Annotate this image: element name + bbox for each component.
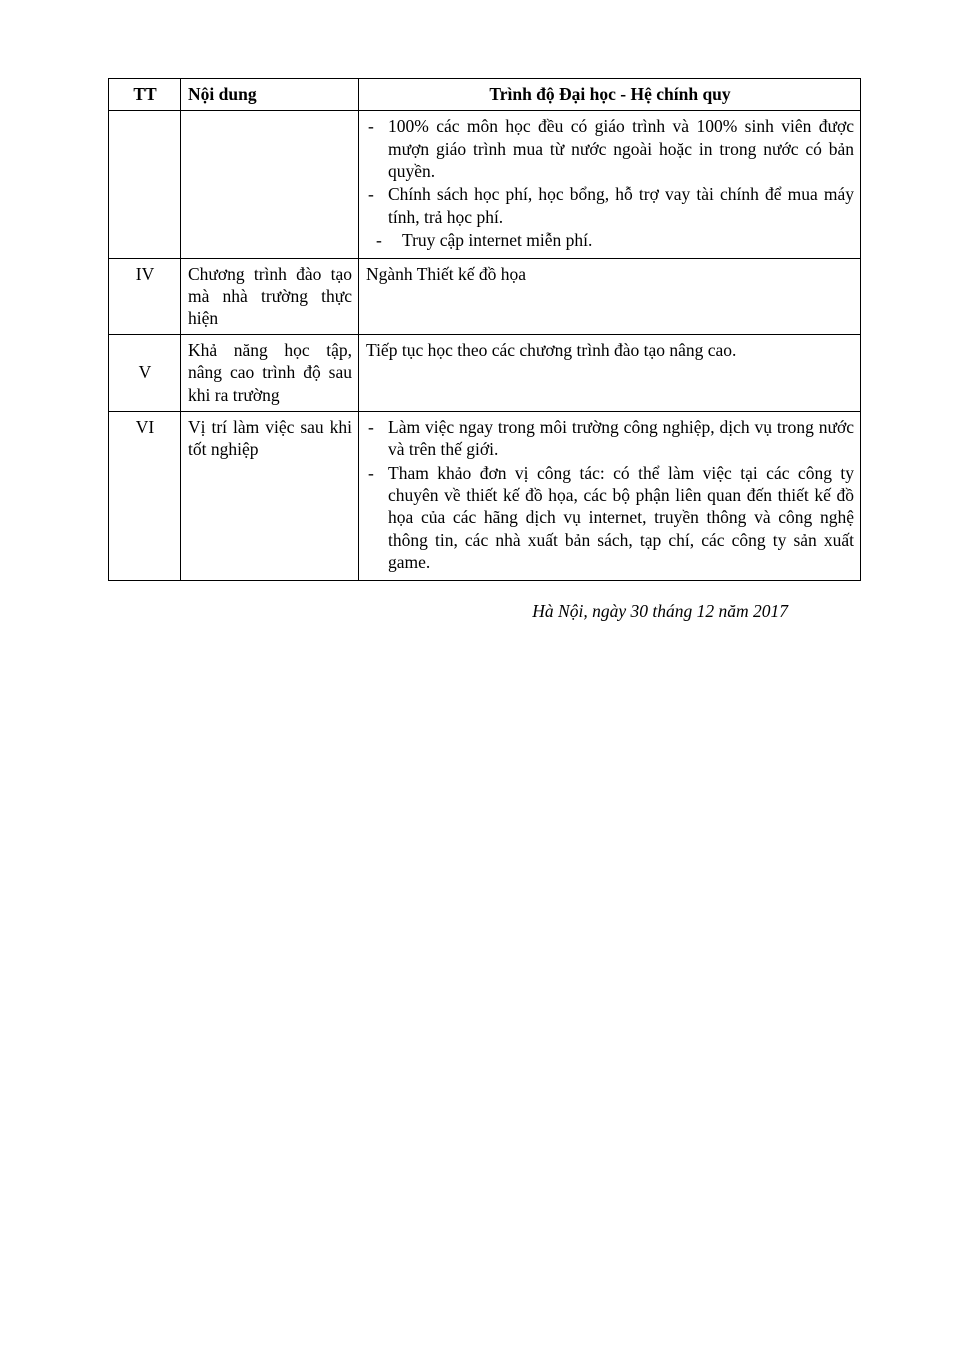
list-item-text: Truy cập internet miễn phí. (402, 230, 593, 251)
row-topic: Vị trí làm việc sau khi tốt nghiệp (181, 411, 359, 580)
row-content (359, 411, 861, 580)
list-item-text: 100% các môn học đều có giáo trình và 100% sinh viên được mượn giáo trình mua từ nước ngoài hoặc in trong nước có bản quyền. (388, 116, 854, 181)
row-content (359, 111, 861, 258)
row-index (109, 111, 181, 258)
program-info-table (108, 78, 861, 581)
row-topic: Chương trình đào tạo mà nhà trường thực hiện (181, 258, 359, 335)
dash-icon: - (368, 462, 374, 483)
row-index: VI (109, 411, 181, 580)
row-topic: Khả năng học tập, nâng cao trình độ sau khi ra trường (181, 335, 359, 412)
dash-icon: - (368, 184, 374, 205)
table-row (109, 411, 861, 580)
dash-icon: - (368, 116, 374, 137)
dash-icon: - (368, 416, 374, 437)
list-item (366, 183, 854, 228)
list-item (366, 462, 854, 574)
table-row (109, 335, 861, 412)
list-item-text: Chính sách học phí, học bổng, hỗ trợ vay tài chính để mua máy tính, trả học phí. (388, 184, 854, 227)
row-index: V (109, 335, 181, 412)
list-item (366, 115, 854, 182)
row-content (359, 335, 861, 412)
table-header-row (109, 79, 861, 111)
column-header-noi-dung: Nội dung (181, 79, 359, 111)
dash-icon: - (376, 230, 382, 251)
column-header-tt: TT (109, 79, 181, 111)
list-item (366, 229, 854, 251)
column-header-trinh-do: Trình độ Đại học - Hệ chính quy (359, 79, 861, 111)
row-content-text: Ngành Thiết kế đồ họa (366, 263, 527, 284)
list-item (366, 416, 854, 461)
list-item-text: Làm việc ngay trong môi trường công nghiệp, dịch vụ trong nước và trên thế giới. (388, 416, 854, 460)
table-header (109, 79, 861, 111)
bullet-list (366, 115, 854, 251)
signature-date: Hà Nội, ngày 30 tháng 12 năm 2017 (532, 600, 788, 621)
table-row (109, 111, 861, 258)
row-content-text: Tiếp tục học theo các chương trình đào tạo nâng cao. (366, 340, 737, 361)
table-body (109, 111, 861, 580)
bullet-list (366, 416, 854, 574)
list-item-text: Tham khảo đơn vị công tác: có thể làm việc tại các công ty chuyên về thiết kế đồ họa, các bộ phận liên quan đến thiết kế đồ họa của các hãng dịch vụ internet, truyền thông và công nghệ thông tin, các nhà xuất bản sách, tạp chí, các công ty sản xuất game. (388, 462, 854, 573)
table-row (109, 258, 861, 335)
row-index: IV (109, 258, 181, 335)
row-topic (181, 111, 359, 258)
row-content (359, 258, 861, 335)
